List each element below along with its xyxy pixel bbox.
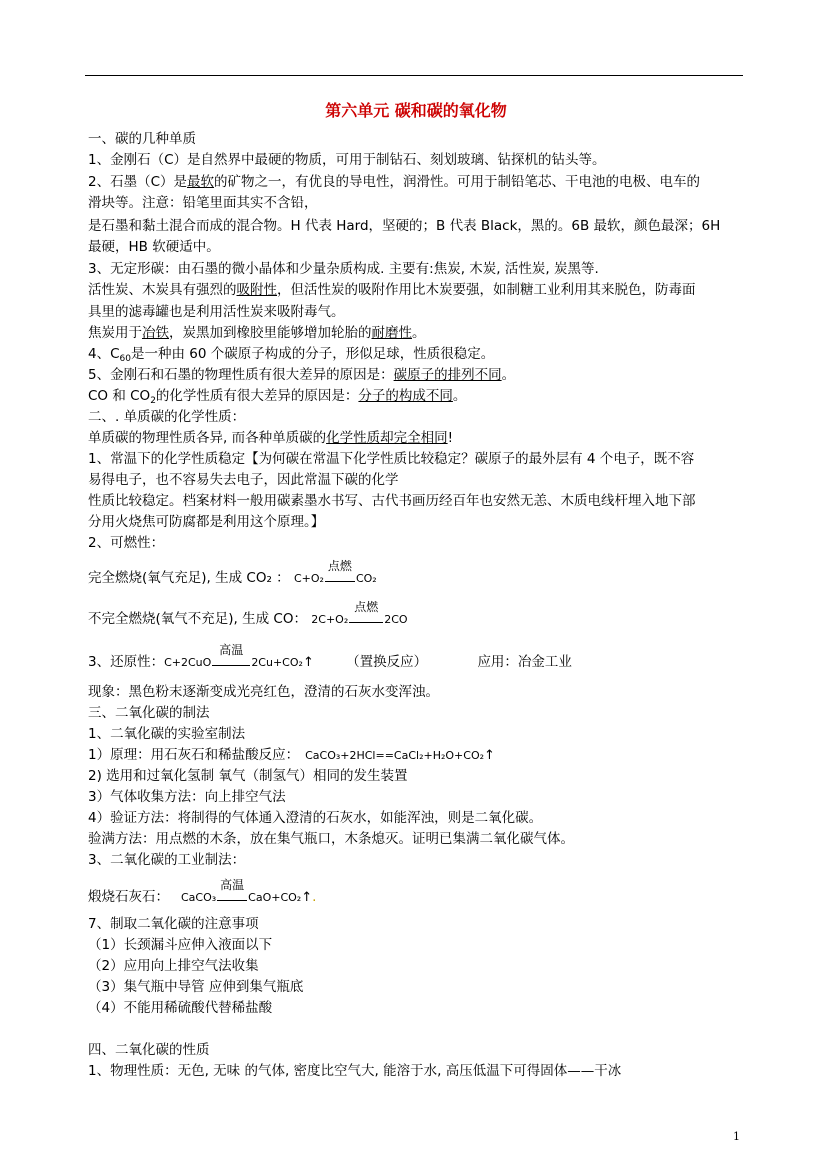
paragraph-line: 1、物理性质：无色, 无味 的气体, 密度比空气大, 能溶于水, 高压低温下可得固体——干冰 bbox=[88, 1063, 622, 1079]
reaction-arrow: 高温 bbox=[212, 652, 250, 672]
paragraph-line: 现象：黑色粉末逐渐变成光亮红色，澄清的石灰水变浑浊。 bbox=[88, 684, 439, 700]
page-title: 第六单元 碳和碳的氧化物 bbox=[325, 101, 507, 120]
reaction-arrow: 点燃 bbox=[325, 568, 355, 588]
section-1-heading: 一、碳的几种单质 bbox=[88, 131, 196, 147]
paragraph-line: 2) 选用和过氧化氢制 氧气（制氢气）相同的发生装置 bbox=[88, 768, 408, 784]
paragraph-line: 1、金刚石（C）是自然界中最硬的物质，可用于制钻石、刻划玻璃、钻探机的钻头等。 bbox=[88, 152, 606, 168]
header-rule bbox=[85, 75, 743, 76]
paragraph-line: 1、二氧化碳的实验室制法 bbox=[88, 726, 246, 742]
paragraph-line: 3）气体收集方法：向上排空气法 bbox=[88, 789, 286, 805]
reaction-arrow: 点燃 bbox=[349, 609, 383, 629]
paragraph-line: 7、制取二氧化碳的注意事项 bbox=[88, 916, 259, 932]
paragraph-line: 5、金刚石和石墨的物理性质有很大差异的原因是：碳原子的排列不同。 bbox=[88, 367, 516, 383]
reaction-incomplete-combustion: 不完全燃烧(氧气不充足), 生成 CO： 2C+O₂ 点燃 2CO bbox=[88, 600, 408, 627]
reaction-complete-combustion: 完全燃烧(氧气充足), 生成 CO₂ ： C+O₂ 点燃 CO₂ bbox=[88, 559, 377, 586]
reaction-arrow: 高温 bbox=[217, 887, 247, 907]
paragraph-line: 3、无定形碳：由石墨的微小晶体和少量杂质构成. 主要有:焦炭, 木炭, 活性炭, 炭黑等. bbox=[88, 261, 599, 277]
underlined-text: 耐磨性 bbox=[371, 325, 412, 341]
paragraph-line: 具里的滤毒罐也是利用活性炭来吸附毒气。 bbox=[88, 304, 345, 320]
paragraph-line: 4、$C_{60}$是一种由 60 个碳原子构成的分子，形似足球，性质很稳定。 bbox=[88, 346, 495, 364]
paragraph-line: 2、可燃性： bbox=[88, 535, 165, 551]
paragraph-line: 分用火烧焦可防腐都是利用这个原理。】 bbox=[88, 514, 325, 530]
paragraph-line: CO 和 $CO_2$的化学性质有很大差异的原因是：分子的构成不同。 bbox=[88, 388, 467, 406]
paragraph-line: 验满方法：用点燃的木条，放在集气瓶口，木条熄灭。证明已集满二氧化碳气体。 bbox=[88, 831, 574, 847]
paragraph-line: 最硬，HB 软硬适中。 bbox=[88, 239, 220, 255]
underlined-text: 分子的构成不同 bbox=[358, 388, 453, 404]
paragraph-line: 滑块等。注意：铅笔里面其实不含铅， bbox=[88, 195, 318, 211]
list-item: （4）不能用稀硫酸代替稀盐酸 bbox=[88, 1000, 273, 1016]
underlined-text: 最软 bbox=[187, 174, 215, 190]
gas-arrow: ↑ bbox=[302, 655, 314, 670]
reaction-reduction: 3、还原性：C+2CuO 高温 2Cu+CO₂↑ （置换反应） 应用：冶金工业 bbox=[88, 643, 572, 670]
underlined-text: 碳原子的排列不同 bbox=[393, 367, 502, 383]
reaction-limestone: 煅烧石灰石： CaCO₃ 高温 CaO+CO₂↑. bbox=[88, 878, 317, 905]
list-item: （1）长颈漏斗应伸入液面以下 bbox=[88, 937, 273, 953]
underlined-text: 冶铁 bbox=[142, 325, 169, 341]
paragraph-line: 性质比较稳定。档案材料一般用碳素墨水书写、古代书画历经百年也安然无恙、木质电线杆埋入地下部 bbox=[88, 493, 696, 509]
paragraph-line: 焦炭用于冶铁，炭黑加到橡胶里能够增加轮胎的耐磨性。 bbox=[88, 325, 426, 341]
underlined-text: 吸附性 bbox=[236, 282, 277, 298]
gas-arrow: ↑ bbox=[301, 890, 313, 905]
paragraph-line: 3、二氧化碳的工业制法： bbox=[88, 852, 246, 868]
paragraph-line: 1）原理：用石灰石和稀盐酸反应： CaCO₃+2HCl==CaCl₂+H₂O+CO₂↑ bbox=[88, 747, 495, 763]
section-3-heading: 三、二氧化碳的制法 bbox=[88, 705, 210, 721]
underlined-text: 化学性质却完全相同 bbox=[326, 430, 448, 446]
section-2-heading: 二、. 单质碳的化学性质： bbox=[88, 409, 246, 425]
paragraph-line: 2、石墨（C）是最软的矿物之一，有优良的导电性，润滑性。可用于制铅笔芯、干电池的电极、电车的 bbox=[88, 174, 701, 190]
list-item: （3）集气瓶中导管 应伸到集气瓶底 bbox=[88, 979, 304, 995]
paragraph-line: 是石墨和黏土混合而成的混合物。H 代表 Hard，坚硬的；B 代表 Black，黑的。6B 最软，颜色最深；6H bbox=[88, 218, 721, 234]
paragraph-line: 1、常温下的化学性质稳定【为何碳在常温下化学性质比较稳定？碳原子的最外层有 4 个电子，既不容 bbox=[88, 451, 695, 467]
paragraph-line: 活性炭、木炭具有强烈的吸附性，但活性炭的吸附作用比木炭要强，如制糖工业利用其来脱色，防毒面 bbox=[88, 282, 696, 298]
gas-arrow: ↑ bbox=[484, 748, 495, 763]
list-item: （2）应用向上排空气法收集 bbox=[88, 958, 259, 974]
paragraph-line: 4）验证方法：将制得的气体通入澄清的石灰水，如能浑浊，则是二氧化碳。 bbox=[88, 810, 543, 826]
section-4-heading: 四、二氧化碳的性质 bbox=[88, 1042, 210, 1058]
paragraph-line: 易得电子，也不容易失去电子，因此常温下碳的化学 bbox=[88, 472, 399, 488]
paragraph-line: 单质碳的物理性质各异, 而各种单质碳的化学性质却完全相同! bbox=[88, 430, 454, 446]
page-number: 1 bbox=[733, 1130, 740, 1143]
